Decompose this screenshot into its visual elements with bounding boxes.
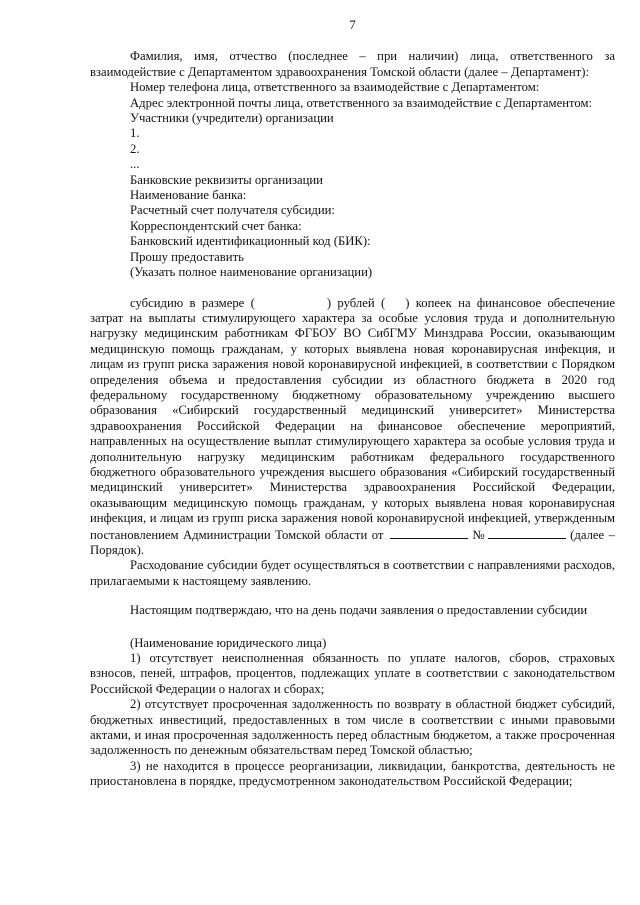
expenses-paragraph: Расходование субсидии будет осуществляться в соответствии с направлениями расходов, прилагаемыми к настоящему заявлению. [90,558,615,588]
confirmation-paragraph: Настоящим подтверждаю, что на день подачи заявления о предоставлении субсидии [130,603,588,618]
subsidy-kopecks-and-basis: ) копеек на финансовое обеспечение затрат на выплаты стимулирующего характера за особые условия труда и дополнительную нагрузку медицинским работникам ФГБОУ ВО СибГМУ Минздрава России, оказывающим медицинскую помощь гражданам, у которых выявлена новая коронавирусная инфекция, и лицам из групп риска заражения новой коронавирусной инфекцией, в соответствии с Порядком определения объема и предоставления субсидии из областного бюджета в 2020 год федеральному государственному бюджетному образовательному учреждению высшего образования «Сибирский государственный медицинский университет» Министерства здравоохранения Российской Федерации на финансовое обеспечение мероприятий, направленных на осуществление выплат стимулирующего характера за особые условия труда и дополнительную нагрузку медицинским работникам федерального государственного бюджетного образовательного учреждения высшего образования «Сибирский государственный медицинский университет» Министерства здравоохранения Российской Федерации, оказывающим медицинскую помощь гражданам, у которых выявлена новая коронавирусная инфекция, и лицам из групп риска заражения новой коронавирусной инфекцией, утвержденным постановлением Администрации Томской области от [90,295,615,542]
request-text: Прошу предоставить [130,249,244,264]
bik-field: Банковский идентификационный код (БИК): [130,234,371,249]
email-field: Адрес электронной почты лица, ответственного за взаимодействие с Департаментом: [130,95,593,110]
subsidy-rubles: ) рублей ( [326,295,386,310]
correspondent-account-field: Корреспондентский счет банка: [130,218,302,233]
condition-item-3: 3) не находится в процессе реорганизации, ликвидации, банкротства, деятельность не приостановлена в порядке, предусмотренном законодательством Российской Федерации; [90,758,615,789]
condition-item-1: 1) отсутствует неисполненная обязанность по уплате налогов, сборов, страховых взносов, пеней, штрафов, процентов, подлежащих уплате в соответствии с законодательством Российской Федерации о налогах и сборах; [90,651,615,696]
founders-title: Участники (учредители) организации [130,111,334,126]
bank-details-title: Банковские реквизиты организации [130,172,323,187]
condition-item-2: 2) отсутствует просроченная задолженность по возврату в областной бюджет субсидий, бюджетных инвестиций, предоставленных в том числе в соответствии с иными правовыми актами, и иная просроченная задолженность перед областным бюджетом, а также просроченная задолженность по денежным обязательствам перед Томской областью; [90,697,615,758]
phone-field: Номер телефона лица, ответственного за взаимодействие с Департаментом: [130,80,540,95]
subsidy-paragraph [90,296,615,559]
number-blank [488,527,566,539]
responsible-person-field: Фамилия, имя, отчество (последнее – при наличии) лица, ответственного за взаимодействие с Департаментом здравоохранения Томской области (далее – Департамент): [90,49,615,79]
founder-item-more: ... [130,157,140,172]
account-field: Расчетный счет получателя субсидии: [130,203,335,218]
document-page [90,18,615,790]
procedure-end: (далее – Порядок). [90,527,615,557]
date-blank [390,527,468,539]
number-sign: № [472,527,486,542]
organization-name-hint: (Указать полное наименование организации) [130,265,373,280]
founder-item-1: 1. [130,126,140,141]
page-number: 7 [349,18,356,32]
legal-entity-label: (Наименование юридического лица) [130,635,327,650]
subsidy-prefix: субсидию в размере ( [130,295,255,310]
founder-item-2: 2. [130,141,140,156]
bank-name-field: Наименование банка: [130,188,247,203]
